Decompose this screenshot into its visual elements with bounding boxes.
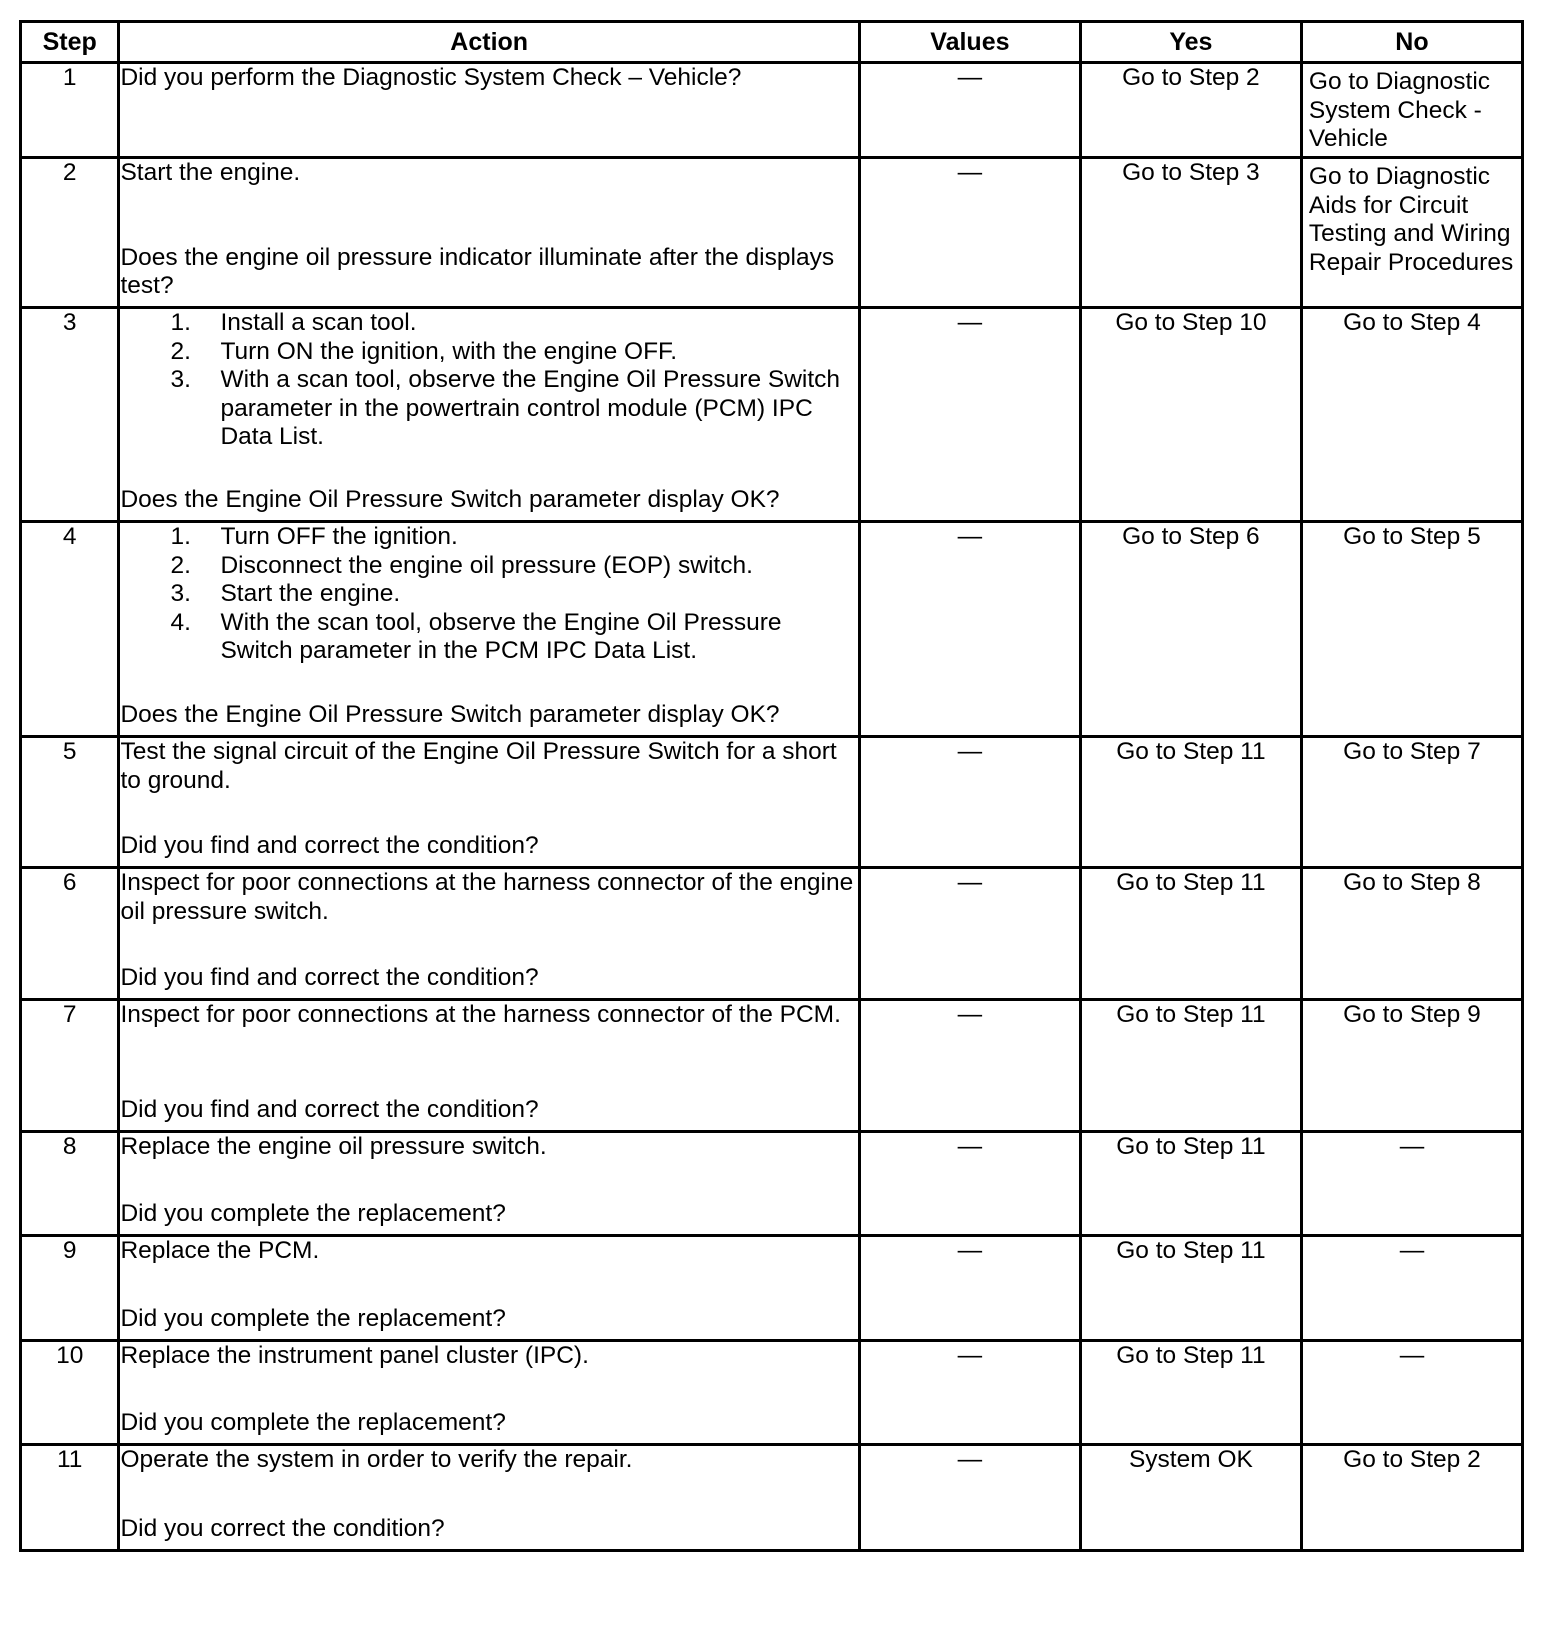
values-cell: — xyxy=(859,737,1080,868)
header-values: Values xyxy=(859,22,1080,63)
no-cell: Go to Step 7 xyxy=(1301,737,1522,868)
action-intro: Inspect for poor connections at the harness connector of the engine oil pressure switch. xyxy=(120,869,854,925)
action-top xyxy=(120,1001,857,1030)
action-intro: Did you perform the Diagnostic System Check – Vehicle? xyxy=(120,64,742,91)
no-cell: Go to Step 5 xyxy=(1301,522,1522,737)
header-no: No xyxy=(1301,22,1522,63)
list-item-number: 1. xyxy=(170,523,191,550)
yes-cell: Go to Step 2 xyxy=(1080,63,1301,158)
action-top xyxy=(120,159,857,188)
action-cell xyxy=(119,63,859,158)
values-cell: — xyxy=(859,158,1080,308)
no-cell: — xyxy=(1301,1236,1522,1341)
no-cell: — xyxy=(1301,1132,1522,1236)
action-intro: Replace the engine oil pressure switch. xyxy=(120,1133,547,1160)
yes-cell: Go to Step 11 xyxy=(1080,1132,1301,1236)
list-item-number: 3. xyxy=(170,366,191,394)
table-row xyxy=(21,1132,1523,1236)
action-cell xyxy=(119,158,859,308)
action-content xyxy=(120,523,857,730)
action-intro: Start the engine. xyxy=(120,159,301,186)
yes-cell: Go to Step 11 xyxy=(1080,868,1301,1000)
step-number: 2 xyxy=(21,158,119,308)
table-row xyxy=(21,1236,1523,1341)
action-cell xyxy=(119,522,859,737)
action-top xyxy=(120,1342,857,1371)
yes-cell: Go to Step 11 xyxy=(1080,1341,1301,1445)
action-content xyxy=(120,1237,857,1334)
list-item xyxy=(120,338,857,367)
list-item-text: Install a scan tool. xyxy=(220,309,417,336)
table-row xyxy=(21,63,1523,158)
action-question: Did you complete the replacement? xyxy=(120,1200,506,1228)
action-question: Did you complete the replacement? xyxy=(120,1305,506,1333)
table-row xyxy=(21,1445,1523,1551)
step-number: 3 xyxy=(21,308,119,522)
table-row xyxy=(21,308,1523,522)
action-intro: Replace the PCM. xyxy=(120,1237,320,1264)
step-number: 7 xyxy=(21,1000,119,1132)
list-item-number: 1. xyxy=(170,309,191,336)
action-content xyxy=(120,1001,857,1125)
action-content xyxy=(120,738,857,861)
action-top xyxy=(120,738,857,795)
no-cell: Go to Diagnostic System Check - Vehicle xyxy=(1301,63,1522,158)
table-row xyxy=(21,1341,1523,1445)
action-cell xyxy=(119,1132,859,1236)
yes-cell: Go to Step 11 xyxy=(1080,1000,1301,1132)
action-question: Did you find and correct the condition? xyxy=(120,832,539,860)
step-number: 6 xyxy=(21,868,119,1000)
list-item-number: 2. xyxy=(170,551,191,579)
list-item-text: Turn OFF the ignition. xyxy=(220,523,458,550)
action-top xyxy=(120,64,857,93)
yes-cell: Go to Step 11 xyxy=(1080,1236,1301,1341)
action-cell xyxy=(119,1000,859,1132)
action-top xyxy=(120,1133,857,1162)
step-number: 1 xyxy=(21,63,119,158)
action-top xyxy=(120,1446,857,1475)
values-cell: — xyxy=(859,868,1080,1000)
no-cell: Go to Diagnostic Aids for Circuit Testing and Wiring Repair Procedures xyxy=(1301,158,1522,308)
list-item-text: Disconnect the engine oil pressure (EOP) switch. xyxy=(220,551,753,579)
values-cell: — xyxy=(859,1236,1080,1341)
list-item xyxy=(120,552,857,581)
list-item-number: 3. xyxy=(170,580,191,608)
list-item xyxy=(120,580,857,609)
action-cell xyxy=(119,1445,859,1551)
list-item-number: 4. xyxy=(170,608,191,636)
values-cell: — xyxy=(859,522,1080,737)
list-item xyxy=(120,609,857,666)
action-top xyxy=(120,309,857,452)
action-content xyxy=(120,869,857,993)
action-question: Does the engine oil pressure indicator illuminate after the displays test? xyxy=(120,243,835,300)
yes-cell: Go to Step 11 xyxy=(1080,737,1301,868)
yes-cell: Go to Step 6 xyxy=(1080,522,1301,737)
action-step-list xyxy=(120,523,857,666)
values-cell: — xyxy=(859,1341,1080,1445)
action-cell xyxy=(119,868,859,1000)
step-number: 11 xyxy=(21,1445,119,1551)
table-row xyxy=(21,158,1523,308)
list-item xyxy=(120,309,857,338)
action-top xyxy=(120,1237,857,1266)
action-cell xyxy=(119,308,859,522)
action-top xyxy=(120,523,857,666)
action-question: Did you find and correct the condition? xyxy=(120,1096,539,1124)
list-item-text: With a scan tool, observe the Engine Oil Pressure Switch parameter in the powertrain control module (PCM) IPC Data List. xyxy=(220,366,841,451)
action-content xyxy=(120,64,857,151)
list-item-number: 2. xyxy=(170,337,191,365)
values-cell: — xyxy=(859,1000,1080,1132)
values-cell: — xyxy=(859,63,1080,158)
values-cell: — xyxy=(859,1132,1080,1236)
action-intro: Inspect for poor connections at the harness connector of the PCM. xyxy=(120,1001,841,1028)
no-cell: Go to Step 2 xyxy=(1301,1445,1522,1551)
step-number: 5 xyxy=(21,737,119,868)
list-item-text: With the scan tool, observe the Engine Oil Pressure Switch parameter in the PCM IPC Data List. xyxy=(220,608,782,665)
action-content xyxy=(120,1446,857,1544)
table-row xyxy=(21,868,1523,1000)
action-top xyxy=(120,869,857,926)
header-row xyxy=(21,22,1523,63)
step-number: 9 xyxy=(21,1236,119,1341)
list-item xyxy=(120,523,857,552)
action-question: Does the Engine Oil Pressure Switch parameter display OK? xyxy=(120,486,780,514)
table-body xyxy=(21,63,1523,1551)
action-step-list xyxy=(120,309,857,452)
action-cell xyxy=(119,1236,859,1341)
no-cell: — xyxy=(1301,1341,1522,1445)
action-cell xyxy=(119,1341,859,1445)
action-intro: Operate the system in order to verify the repair. xyxy=(120,1446,633,1473)
action-intro: Replace the instrument panel cluster (IPC). xyxy=(120,1342,589,1369)
step-number: 10 xyxy=(21,1341,119,1445)
list-item-text: Turn ON the ignition, with the engine OFF. xyxy=(220,337,678,365)
no-cell: Go to Step 9 xyxy=(1301,1000,1522,1132)
list-item-text: Start the engine. xyxy=(220,580,401,608)
values-cell: — xyxy=(859,308,1080,522)
action-question: Does the Engine Oil Pressure Switch parameter display OK? xyxy=(120,701,780,729)
action-content xyxy=(120,159,857,301)
diagnostic-table xyxy=(19,20,1524,1552)
action-content xyxy=(120,1133,857,1229)
yes-cell: Go to Step 10 xyxy=(1080,308,1301,522)
no-cell: Go to Step 4 xyxy=(1301,308,1522,522)
table-row xyxy=(21,522,1523,737)
action-content xyxy=(120,309,857,515)
header-step: Step xyxy=(21,22,119,63)
action-question: Did you find and correct the condition? xyxy=(120,964,539,992)
action-content xyxy=(120,1342,857,1438)
action-intro: Test the signal circuit of the Engine Oil Pressure Switch for a short to ground. xyxy=(120,738,837,794)
header-action: Action xyxy=(119,22,859,63)
step-number: 4 xyxy=(21,522,119,737)
action-question: Did you complete the replacement? xyxy=(120,1409,506,1437)
step-number: 8 xyxy=(21,1132,119,1236)
table-row xyxy=(21,1000,1523,1132)
action-cell xyxy=(119,737,859,868)
values-cell: — xyxy=(859,1445,1080,1551)
header-yes: Yes xyxy=(1080,22,1301,63)
action-question: Did you correct the condition? xyxy=(120,1515,445,1543)
yes-cell: System OK xyxy=(1080,1445,1301,1551)
yes-cell: Go to Step 3 xyxy=(1080,158,1301,308)
table-row xyxy=(21,737,1523,868)
list-item xyxy=(120,366,857,452)
no-cell: Go to Step 8 xyxy=(1301,868,1522,1000)
